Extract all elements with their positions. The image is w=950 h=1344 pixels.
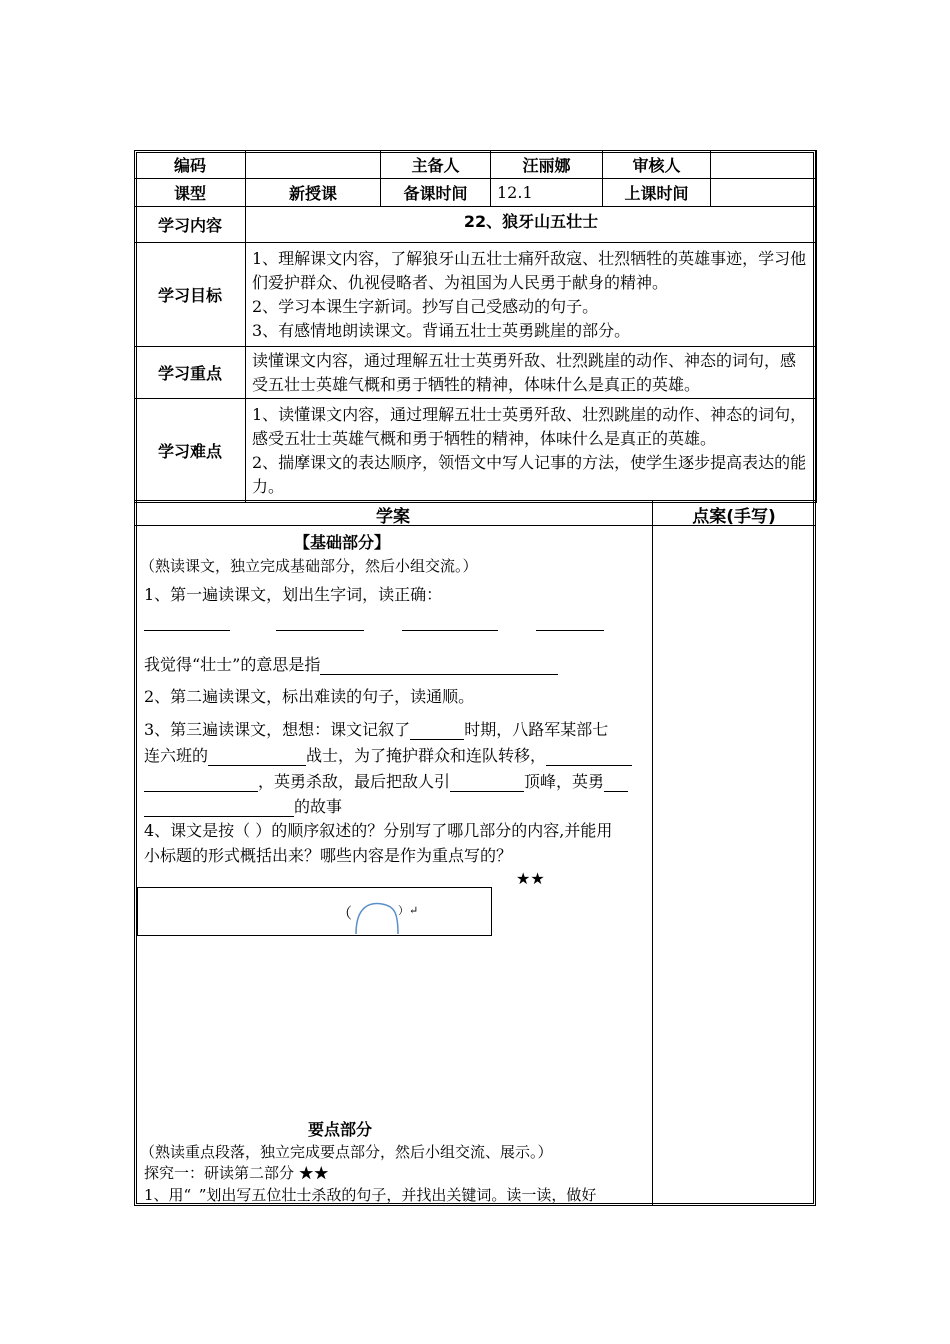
basic-section-note: （熟读课文，独立完成基础部分，然后小组交流。） — [140, 557, 478, 575]
box-close-mark: ）↵ — [398, 904, 419, 917]
key-question-1: 1、用“_”划出写五位壮士杀敌的句子，并找出关键词。读一读，做好 — [144, 1186, 597, 1204]
column-divider — [652, 500, 653, 1206]
lead-label: 主备人 — [381, 151, 491, 179]
answer-blank[interactable] — [144, 800, 294, 817]
key-section-note: （熟读重点段落，独立完成要点部分，然后小组交流、展示。） — [140, 1143, 553, 1161]
q3-text: 时期，八路军某部七 — [464, 720, 609, 739]
answer-blank[interactable] — [402, 630, 498, 631]
explore-one-heading: 探究一：研读第二部分 ★★ — [144, 1164, 329, 1182]
basic-question-2: 2、第二遍读课文，标出难读的句子，读通顺。 — [144, 687, 475, 706]
goals-cell — [246, 243, 817, 347]
focus-text: 读懂课文内容，通过理解五壮士英勇歼敌、壮烈跳崖的动作、神态的词句，感受五壮士英雄气概和勇于牺牲的精神，体味什么是真正的英雄。 — [246, 347, 817, 399]
answer-blank[interactable] — [144, 775, 258, 792]
difficulty-item: 1、读懂课文内容，通过理解五壮士英勇歼敌、壮烈跳崖的动作、神态的词句，感受五壮士英雄气概和勇于牺牲的精神，体味什么是真正的英雄。 — [252, 404, 807, 448]
code-value — [246, 151, 381, 179]
answer-blank[interactable] — [276, 630, 364, 631]
zhuangshi-meaning-question — [144, 652, 558, 675]
q3-text: 的故事 — [294, 797, 343, 816]
column-header-row — [134, 500, 816, 526]
basic-question-4-line-1: 4、课文是按（ ）的顺序叙述的？分别写了哪几部分的内容,并能用 — [144, 821, 613, 840]
q3-text: 3、第三遍读课文，想想：课文记叙了 — [144, 720, 411, 739]
goal-item: 2、学习本课生字新词。抄写自己受感动的句子。 — [252, 296, 599, 316]
outline-answer-box[interactable] — [137, 887, 492, 936]
lesson-plan-header-table — [134, 150, 817, 503]
difficulty-cell — [246, 399, 817, 503]
class-time-value — [711, 179, 817, 207]
handwritten-arc-icon — [350, 896, 406, 936]
q3-text: 连六班的 — [144, 746, 209, 765]
zhuangshi-meaning-prefix: 我觉得“壮士”的意思是指 — [144, 655, 321, 674]
answer-blank[interactable] — [546, 749, 632, 766]
key-section-title: 要点部分 — [308, 1120, 373, 1139]
content-label: 学习内容 — [135, 207, 246, 243]
answer-blank[interactable] — [536, 630, 604, 631]
prep-time-value: 12.1 — [491, 179, 603, 207]
difficulty-item: 2、揣摩课文的表达顺序，领悟文中写人记事的方法，使学生逐步提高表达的能力。 — [252, 452, 807, 496]
lead-value: 汪丽娜 — [491, 151, 603, 179]
goal-item: 3、有感情地朗读课文。背诵五壮士英勇跳崖的部分。 — [252, 320, 631, 340]
plan-column-header: 学案 — [376, 507, 410, 527]
goal-item: 1、理解课文内容，了解狼牙山五壮士痛歼敌寇、壮烈牺牲的英雄事迹，学习他们爱护群众、仇视侵略者、为祖国为人民勇于献身的精神。 — [252, 248, 807, 292]
difficulty-label: 学习难点 — [135, 399, 246, 503]
type-value: 新授课 — [246, 179, 381, 207]
basic-section-title: 【基础部分】 — [294, 533, 391, 552]
code-label: 编码 — [135, 151, 246, 179]
focus-label: 学习重点 — [135, 347, 246, 399]
q3-text: ，英勇杀敌，最后把敌人引 — [258, 772, 451, 791]
lesson-title: 22、狼牙山五壮士 — [246, 207, 817, 243]
answer-blank[interactable] — [320, 658, 558, 675]
basic-question-4-line-2: 小标题的形式概括出来？哪些内容是作为重点写的？ — [144, 846, 513, 865]
basic-question-3-line-1 — [144, 717, 608, 740]
difficulty-stars: ★★ — [516, 869, 545, 888]
answer-blank[interactable] — [208, 749, 306, 766]
box-open-paren: （ — [337, 904, 353, 922]
prep-time-label: 备课时间 — [381, 179, 491, 207]
q3-text: 战士，为了掩护群众和连队转移， — [306, 746, 547, 765]
basic-question-3-line-2 — [144, 743, 632, 766]
type-label: 课型 — [135, 179, 246, 207]
notes-column-header: 点案(手写) — [692, 507, 776, 527]
q3-text: 顶峰，英勇 — [524, 772, 605, 791]
answer-blank[interactable] — [144, 630, 230, 631]
answer-blank[interactable] — [450, 775, 524, 792]
basic-question-3-line-3 — [144, 769, 628, 792]
answer-blank[interactable] — [410, 723, 464, 740]
class-time-label: 上课时间 — [603, 179, 711, 207]
reviewer-label: 审核人 — [603, 151, 711, 179]
goals-label: 学习目标 — [135, 243, 246, 347]
basic-question-3-line-4 — [144, 794, 342, 817]
reviewer-value — [711, 151, 817, 179]
basic-question-1: 1、第一遍读课文，划出生字词，读正确： — [144, 585, 443, 604]
answer-blank[interactable] — [604, 775, 628, 792]
